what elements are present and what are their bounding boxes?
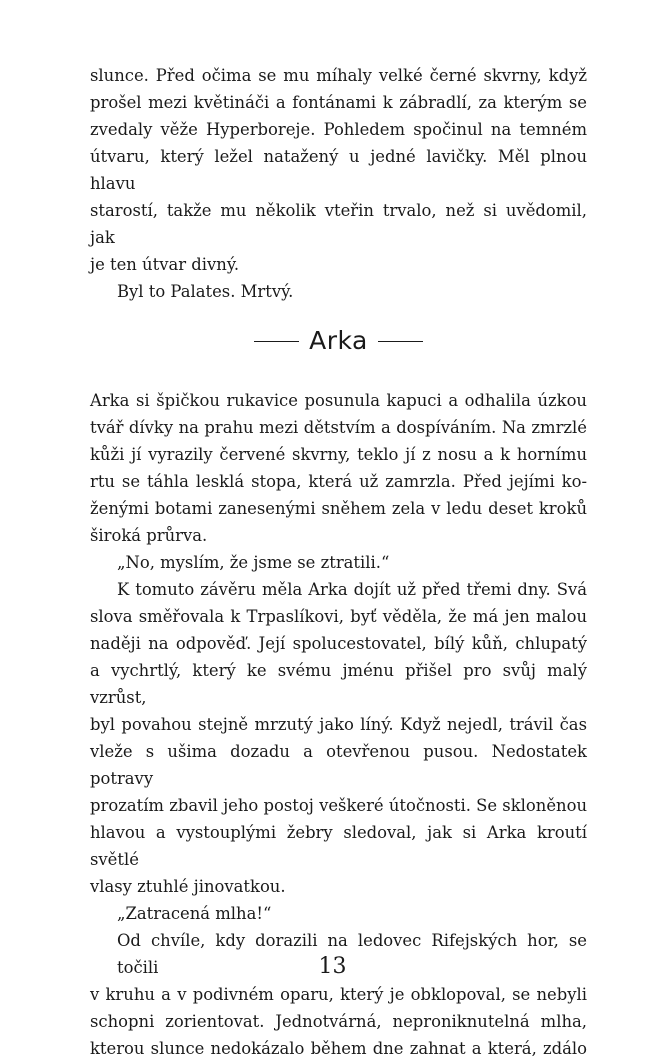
section-heading xyxy=(90,327,587,355)
text-line: v kruhu a v podivném oparu, který je obklopoval, se nebyli xyxy=(90,985,587,1004)
text-line: široká průrva. xyxy=(90,526,208,545)
text-line: K tomuto závěru měla Arka dojít už před třemi dny. Svá xyxy=(117,580,587,599)
text-line: naději na odpověď. Její spolucestovatel, bílý kůň, chlupatý xyxy=(90,634,587,653)
text-line: starostí, takže mu několik vteřin trvalo, než si uvědomil, jak xyxy=(90,201,587,247)
text-line: vleže s ušima dozadu a otevřenou pusou. Nedostatek potravy xyxy=(90,742,587,788)
paragraph xyxy=(90,278,587,305)
paragraph xyxy=(90,62,587,278)
text-line: slunce. Před očima se mu míhaly velké černé skvrny, když xyxy=(90,66,587,85)
text-line: útvaru, který ležel natažený u jedné lavičky. Měl plnou hlavu xyxy=(90,147,587,193)
paragraph xyxy=(90,900,587,927)
heading-rule-right xyxy=(378,341,423,342)
text-line: prozatím zbavil jeho postoj veškeré útočnosti. Se skloněnou xyxy=(90,796,587,815)
paragraph xyxy=(90,927,587,1062)
text-line: „No, myslím, že jsme se ztratili.“ xyxy=(117,553,390,572)
text-line: zvedaly věže Hyperboreje. Pohledem spočinul na temném xyxy=(90,120,587,139)
text-line: Arka si špičkou rukavice posunula kapuci a odhalila úzkou xyxy=(90,391,587,410)
text-line: ženými botami zanesenými sněhem zela v ledu deset kroků xyxy=(90,499,587,518)
paragraph xyxy=(90,387,587,549)
text-line: slova směřovala k Trpaslíkovi, byť věděla, že má jen malou xyxy=(90,607,587,626)
text-line: a vychrtlý, který ke svému jménu přišel pro svůj malý vzrůst, xyxy=(90,661,587,707)
text-line: rtu se táhla lesklá stopa, která už zamrzla. Před jejími ko- xyxy=(90,472,587,491)
text-line: „Zatracená mlha!“ xyxy=(117,904,272,923)
paragraph xyxy=(90,549,587,576)
text-line: Byl to Palates. Mrtvý. xyxy=(117,282,294,301)
section-title: Arka xyxy=(309,326,368,355)
heading-rule-left xyxy=(254,341,299,342)
text-line: kůži jí vyrazily červené skvrny, teklo jí z nosu a k hornímu xyxy=(90,445,587,464)
text-line: Od chvíle, kdy dorazili na ledovec Rifejských hor, se točili xyxy=(117,931,587,977)
book-page xyxy=(90,62,587,1062)
text-line: vlasy ztuhlé jinovatkou. xyxy=(90,877,286,896)
text-line: je ten útvar divný. xyxy=(90,255,240,274)
text-line: byl povahou stejně mrzutý jako líný. Když nejedl, trávil čas xyxy=(90,715,587,734)
text-line: tvář dívky na prahu mezi dětstvím a dospíváním. Na zmrzlé xyxy=(90,418,587,437)
text-line: schopni zorientovat. Jednotvárná, neproniknutelná mlha, xyxy=(90,1012,587,1031)
page-number: 13 xyxy=(318,954,347,979)
text-line: hlavou a vystouplými žebry sledoval, jak si Arka kroutí světlé xyxy=(90,823,587,869)
paragraph xyxy=(90,576,587,900)
text-line: kterou slunce nedokázalo během dne zahnat a která, zdálo xyxy=(90,1039,587,1058)
text-line: prošel mezi květináči a fontánami k zábradlí, za kterým se xyxy=(90,93,587,112)
